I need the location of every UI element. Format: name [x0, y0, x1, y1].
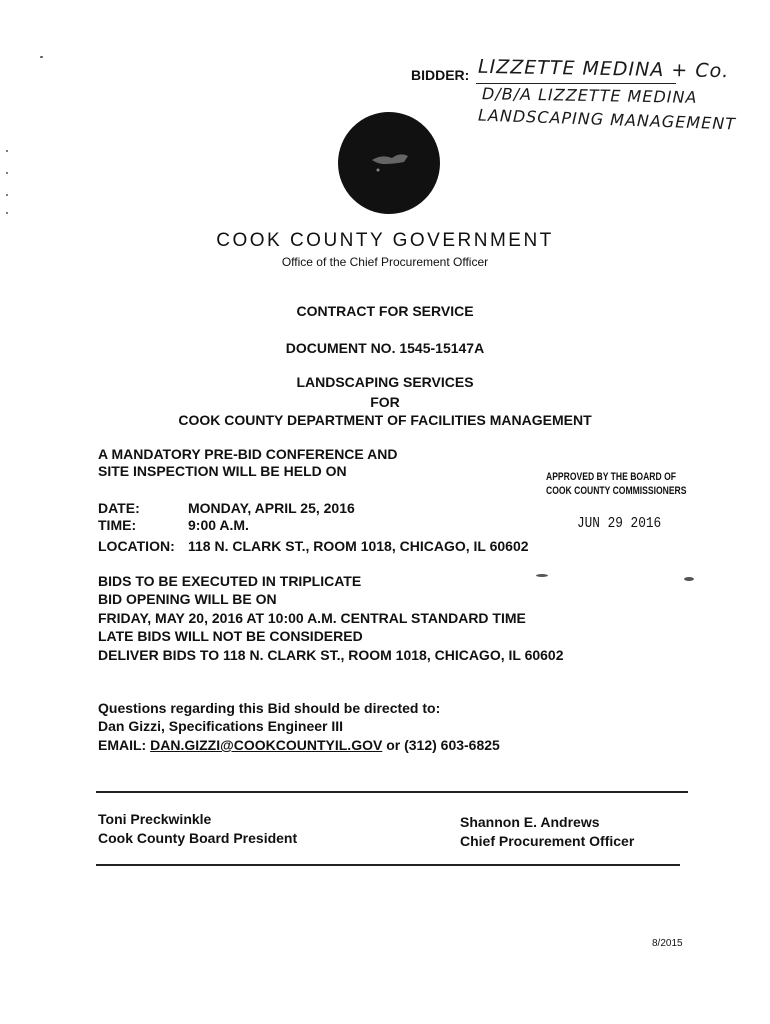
- bidder-label: BIDDER:: [411, 67, 470, 83]
- scan-speck: [6, 212, 8, 214]
- signature-top-divider: [96, 791, 688, 793]
- contact-name: Dan Gizzi, Specifications Engineer III: [98, 718, 344, 734]
- scan-speck: [6, 150, 8, 152]
- service-title: LANDSCAPING SERVICES: [296, 374, 474, 390]
- scan-speck: [6, 194, 8, 196]
- bids-line-2: BID OPENING WILL BE ON: [98, 591, 277, 607]
- time-value: 9:00 A.M.: [188, 517, 249, 533]
- email-link[interactable]: DAN.GIZZI@COOKCOUNTYIL.GOV: [150, 737, 383, 753]
- scan-speck: [40, 56, 43, 58]
- approval-stamp-line-2: COOK COUNTY COMMISSIONERS: [546, 485, 687, 497]
- time-label: TIME:: [98, 517, 137, 533]
- contract-type: CONTRACT FOR SERVICE: [296, 303, 474, 319]
- service-for: FOR: [370, 394, 400, 410]
- bids-line-3: FRIDAY, MAY 20, 2016 AT 10:00 A.M. CENTRAL STANDARD TIME: [98, 610, 526, 626]
- county-seal-icon: [338, 112, 440, 214]
- bidder-dba-handwritten: D/B/A LIZZETTE MEDINA: [481, 84, 698, 107]
- email-label: EMAIL:: [98, 737, 147, 753]
- scan-speck: [684, 577, 694, 581]
- bids-line-5: DELIVER BIDS TO 118 N. CLARK ST., ROOM 1018, CHICAGO, IL 60602: [98, 647, 564, 663]
- revision-date: 8/2015: [652, 938, 683, 949]
- contact-line: [98, 737, 500, 753]
- office-name: Office of the Chief Procurement Officer: [281, 255, 489, 269]
- contact-intro: Questions regarding this Bid should be directed to:: [98, 700, 441, 716]
- approval-stamp-date: JUN 29 2016: [577, 515, 662, 532]
- scan-speck: [536, 574, 548, 577]
- bidder-business-handwritten: LANDSCAPING MANAGEMENT: [477, 105, 737, 134]
- signature-bottom-divider: [96, 864, 680, 866]
- location-value: 118 N. CLARK ST., ROOM 1018, CHICAGO, IL 60602: [188, 538, 529, 554]
- org-name: COOK COUNTY GOVERNMENT: [216, 230, 554, 251]
- conference-line-1: A MANDATORY PRE-BID CONFERENCE AND: [98, 446, 398, 462]
- president-name: Toni Preckwinkle: [98, 811, 212, 827]
- bidder-name-handwritten: LIZZETTE MEDINA + Co.: [477, 55, 730, 83]
- scan-speck: [6, 172, 8, 174]
- bids-line-1: BIDS TO BE EXECUTED IN TRIPLICATE: [98, 573, 362, 589]
- phone-text: or (312) 603-6825: [386, 737, 500, 753]
- document-number: DOCUMENT NO. 1545-15147A: [285, 340, 485, 356]
- president-title: Cook County Board President: [98, 830, 298, 846]
- date-label: DATE:: [98, 500, 140, 516]
- conference-line-2: SITE INSPECTION WILL BE HELD ON: [98, 463, 347, 479]
- date-value: MONDAY, APRIL 25, 2016: [188, 500, 355, 516]
- cpo-name: Shannon E. Andrews: [460, 814, 600, 830]
- location-label: LOCATION:: [98, 538, 175, 554]
- cpo-title: Chief Procurement Officer: [460, 833, 635, 849]
- bids-line-4: LATE BIDS WILL NOT BE CONSIDERED: [98, 628, 363, 644]
- department-name: COOK COUNTY DEPARTMENT OF FACILITIES MANAGEMENT: [178, 412, 592, 428]
- approval-stamp-line-1: APPROVED BY THE BOARD OF: [546, 471, 676, 483]
